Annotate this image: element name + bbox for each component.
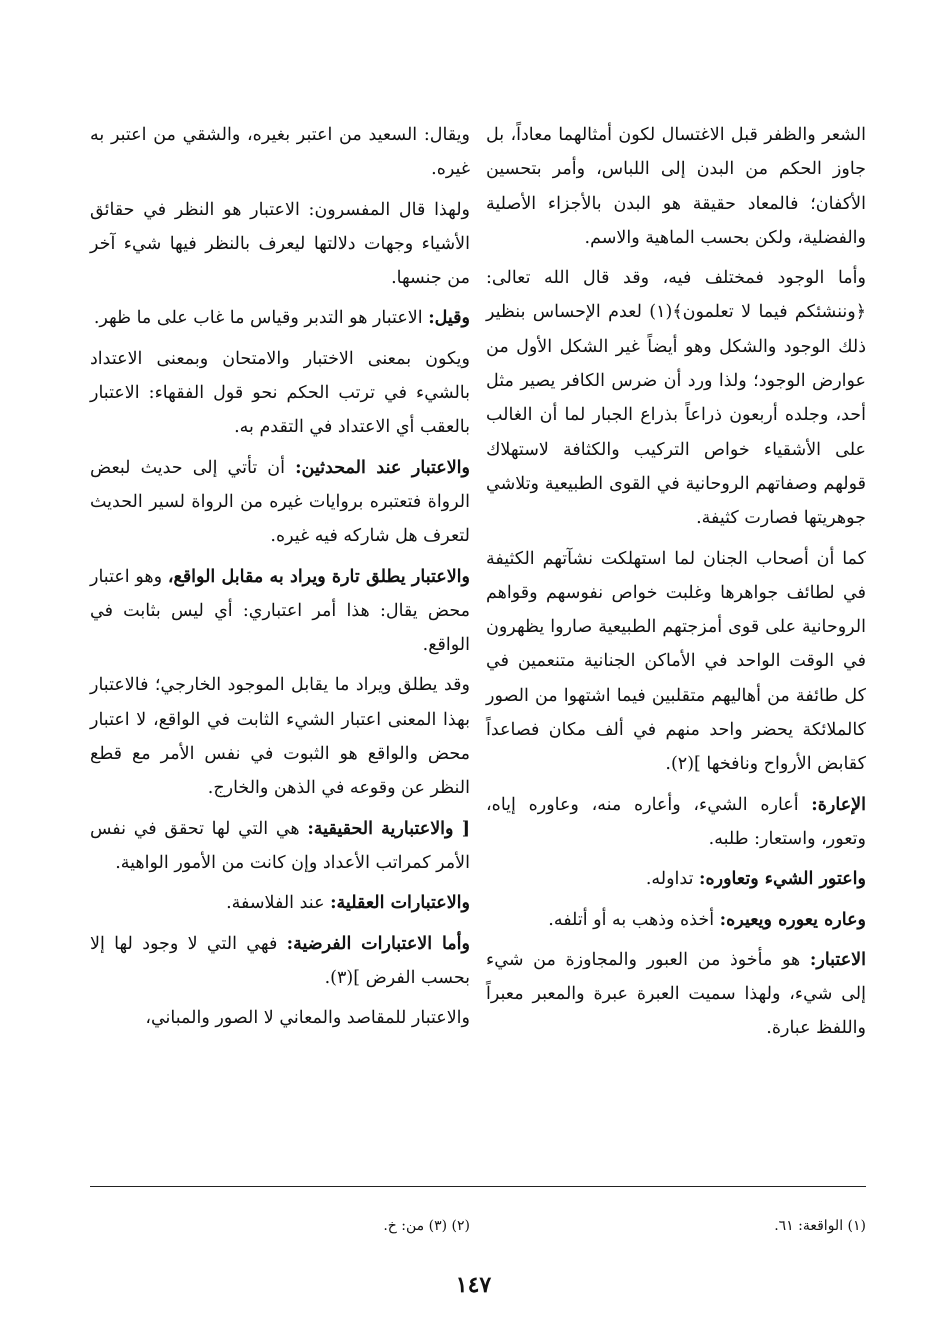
term-heading: والاعتبارات العقلية:	[330, 893, 470, 914]
right-text-column	[486, 118, 866, 1046]
paragraph	[486, 542, 866, 782]
paragraph	[486, 788, 866, 857]
page-number: ١٤٧	[455, 1272, 492, 1298]
paragraph	[90, 560, 470, 663]
term-heading: واعتور الشيء وتعاوره:	[699, 869, 866, 890]
term-heading: وقيل:	[428, 308, 470, 329]
footnote-left: (٢) (٣) من: خ.	[383, 1218, 470, 1234]
paragraph	[486, 862, 866, 896]
paragraph	[90, 927, 470, 996]
paragraph-text: ويقال: السعيد من اعتبر بغيره، والشقي من اعتبر به غيره.	[90, 125, 470, 180]
term-heading: الاعتبار:	[809, 949, 866, 970]
paragraph	[486, 903, 866, 937]
paragraph-text: كما أن أصحاب الجنان لما استهلكت نشآتهم الكثيفة في لطائف جواهرها وغلبت خواص نفوسهم وقواهم الروحانية على قوى أمزجتهم الطبيعية صاروا يظهرون في الوقت الواحد في الأماكن الجنانية متنعمين في كل طائفة من أهاليهم متقلبين فيما اشتهوا من الصور كالملائكة يحضر واحد منهم في ألف مكان فصاعداً كقابض الأرواح ونافخها ](٢).	[486, 548, 866, 775]
paragraph-text: وهو اعتبار محض يقال: هذا أمر اعتباري: أي ليس بثابت في الواقع.	[90, 566, 470, 656]
paragraph-text: عند الفلاسفة.	[226, 893, 331, 914]
paragraph-text: تداوله.	[645, 869, 700, 890]
paragraph-text: والاعتبار للمقاصد والمعاني لا الصور والمباني،	[145, 1008, 470, 1029]
paragraph-text: الشعر والظفر قبل الاغتسال لكون أمثالهما معاداً، بل جاوز الحكم من البدن إلى اللباس، وأمر بتحسين الأكفان؛ فالمعاد حقيقة هو البدن بالأجزاء الأصلية والفضلية، ولكن بحسب الماهية والاسم.	[486, 125, 866, 248]
footnote-right: (١) الواقعة: ٦١.	[774, 1218, 866, 1234]
term-heading: والاعتبار يطلق تارة ويراد به مقابل الواقع،	[167, 566, 470, 587]
paragraph-text: الاعتبار هو التدبر وقياس ما غاب على ما ظهر.	[93, 308, 429, 329]
paragraph	[90, 301, 470, 335]
paragraph	[90, 886, 470, 920]
paragraph	[90, 451, 470, 554]
paragraph	[486, 261, 866, 535]
paragraph-text: ويكون بمعنى الاختبار والامتحان وبمعنى الاعتداد بالشيء في ترتب الحكم نحو قول الفقهاء: الاعتبار بالعقب أي الاعتداد في التقدم به.	[90, 348, 470, 438]
paragraph-text: وقد يطلق ويراد ما يقابل الموجود الخارجي؛ فالاعتبار بهذا المعنى اعتبار الشيء الثابت في الواقع، لا اعتبار محض والواقع هو الثبوت في نفس الأمر مع قطع النظر عن وقوعه في الذهن والخارج.	[90, 675, 470, 799]
paragraph	[90, 342, 470, 445]
term-heading: وعاره يعوره ويعيره:	[719, 909, 866, 930]
paragraph	[90, 193, 470, 296]
paragraph-text: أن تأتي إلى حديث لبعض الرواة فتعتبره بروايات غيره من الرواة لسير الحديث لتعرف هل شاركه فيه غيره.	[90, 457, 470, 547]
paragraph-text: هو مأخوذ من العبور والمجاوزة من شيء إلى شيء، ولهذا سميت العبرة عبرة والمعبر معبراً واللفظ عبارة.	[486, 949, 866, 1039]
paragraph-text: هي التي لها تحقق في نفس الأمر كمراتب الأعداد وإن كانت من الأمور الواهية.	[90, 818, 470, 873]
paragraph	[90, 668, 470, 805]
footnote-divider	[90, 1186, 866, 1187]
paragraph-text: أخذه وذهب به أو أتلفه.	[548, 909, 720, 930]
paragraph-text: فهي التي لا وجود لها إلا بحسب الفرض ](٣).	[90, 933, 470, 988]
term-heading: والاعتبار عند المحدثين:	[295, 457, 470, 478]
paragraph	[90, 812, 470, 881]
paragraph-text: أعاره الشيء، وأعاره منه، وعاوره إياه، وتعور، واستعار: طلبه.	[486, 794, 866, 849]
paragraph	[486, 943, 866, 1046]
paragraph-text: وأما الوجود فمختلف فيه، وقد قال الله تعالى: ﴿وننشئكم فيما لا تعلمون﴾(١) لعدم الإحساس بنظير ذلك الوجود والشكل وهو أيضاً غير الشكل الأول من عوارض الوجود؛ ولذا ورد أن ضرس الكافر يصير مثل أحد، وجلده أربعون ذراعاً بذراع الجبار لما أن الغالب على الأشقياء خواص التركيب والكثافة لاستهلاك قولهم وصفاتهم الروحانية في القوى الطبيعية وتلاشي جوهريتها فصارت كثيفة.	[486, 268, 866, 529]
term-heading: وأما الاعتبارات الفرضية:	[286, 933, 470, 954]
term-heading: الإعارة:	[811, 794, 866, 815]
paragraph	[90, 1001, 470, 1035]
paragraph-text: ولهذا قال المفسرون: الاعتبار هو النظر في حقائق الأشياء وجهات دلالتها ليعرف بالنظر فيها شيء آخر من جنسها.	[90, 199, 470, 289]
paragraph	[486, 118, 866, 255]
term-heading: [ والاعتبارية الحقيقية:	[307, 818, 470, 839]
paragraph	[90, 118, 470, 187]
left-text-column	[90, 118, 470, 1035]
